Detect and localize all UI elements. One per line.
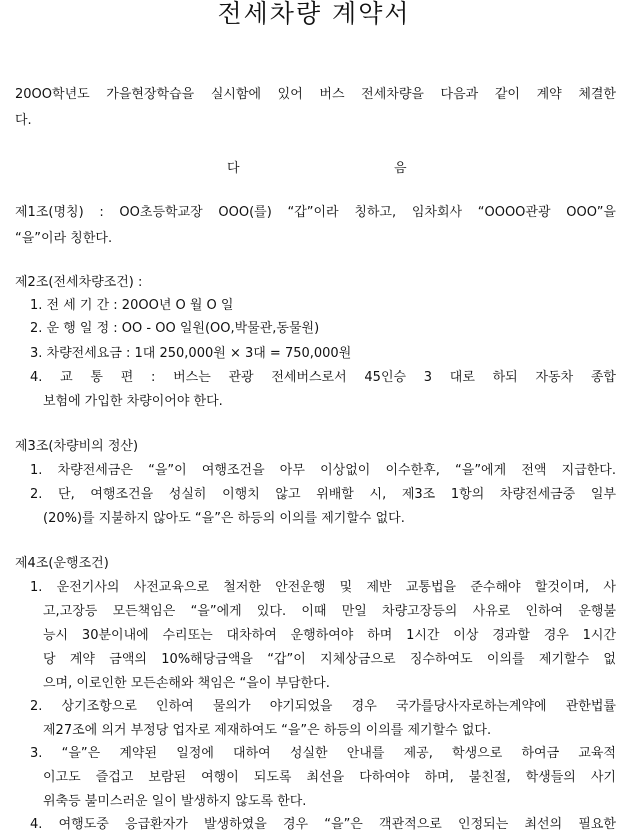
intro-line-2: 다. [15, 113, 32, 128]
heading-da: 다 [227, 161, 240, 176]
intro-line-1: 20OO학년도 가을현장학습을 실시함에 있어 버스 전세차량을 다음과 같이 계약 체결한 [15, 87, 616, 102]
document-title: 전세차량 계약서 [217, 0, 411, 28]
article3-item-2-line-1: 2. 단, 여행조건을 성실히 이행치 않고 위배할 시, 제3조 1항의 차량전세금중 일부 [30, 487, 616, 502]
article3-item-2-line-2: (20%)를 지불하지 않아도 “을”은 하등의 이의를 제기할수 없다. [43, 511, 405, 526]
article3-title: 제3조(차량비의 정산) [15, 439, 139, 454]
article4-item-1-line-2: 고,고장등 모든책임은 “을”에게 있다. 이때 만일 차량고장등의 사유로 인하여 운행불 [43, 604, 616, 619]
article1-line-2: “을”이라 칭한다. [15, 231, 113, 246]
article4-item-1-line-4: 당 계약 금액의 10%해당금액을 “갑”이 지체상금으로 징수하여도 이의를 제기할수 없 [43, 652, 616, 667]
article4-item-1-line-5: 으며, 이로인한 모든손해와 책임은 “을이 부담한다. [43, 676, 330, 691]
article2-item-1: 1. 전 세 기 간 : 20OO년 O 월 O 일 [30, 298, 234, 313]
article4-item-3-line-1: 3. “을”은 계약된 일정에 대하여 성실한 안내를 제공, 학생으로 하여금 교육적 [30, 746, 616, 761]
article2-item-4: 4. 교 통 편 : 버스는 관광 전세버스로서 45인승 3 대로 하되 자동차 종합 [30, 370, 616, 385]
article4-item-4-line-1: 4. 여행도중 응급환자가 발생하였을 경우 “을”은 객관적으로 인정되는 최선의 필요한 [30, 817, 616, 832]
article4-item-2-line-2: 제27조에 의거 부정당 업자로 제재하여도 “을”은 하등의 이의를 제기할수 없다. [43, 723, 492, 738]
heading-eum: 음 [394, 161, 407, 176]
article2-item-4-cont: 보험에 가입한 차량이어야 한다. [43, 394, 223, 409]
article4-item-2-line-1: 2. 상기조항으로 인하여 물의가 야기되었을 경우 국가를당사자로하는계약에 관한법률 [30, 699, 616, 714]
article4-title: 제4조(운행조건) [15, 556, 109, 571]
article4-item-1-line-1: 1. 운전기사의 사전교육으로 철저한 안전운행 및 제반 교통법을 준수해야 할것이며, 사 [30, 580, 616, 595]
article4-item-3-line-2: 이고도 즐겁고 보람된 여행이 되도록 최선을 다하여야 하며, 불친절, 학생들의 사기 [43, 770, 616, 785]
article2-item-2: 2. 운 행 일 정 : OO - OO 일원(OO,박물관,동물원) [30, 321, 320, 336]
article4-item-3-line-3: 위축등 불미스러운 일이 발생하지 않도록 한다. [43, 794, 307, 809]
article3-item-1: 1. 차량전세금은 “을”이 여행조건을 아무 이상없이 이수한후, “을”에게 전액 지급한다. [30, 463, 616, 478]
article2-title: 제2조(전세차량조건) : [15, 275, 143, 290]
article1-line-1: 제1조(명칭) : OO초등학교장 OOO(를) “갑”이라 칭하고, 임차회사 “OOOO관광 OOO”을 [15, 205, 616, 220]
article2-item-3: 3. 차량전세요금 : 1대 250,000원 × 3대 = 750,000원 [30, 346, 352, 361]
article4-item-1-line-3: 능시 30분이내에 수리또는 대차하여 운행하여야 하며 1시간 이상 경과할 경우 1시간 [43, 628, 616, 643]
